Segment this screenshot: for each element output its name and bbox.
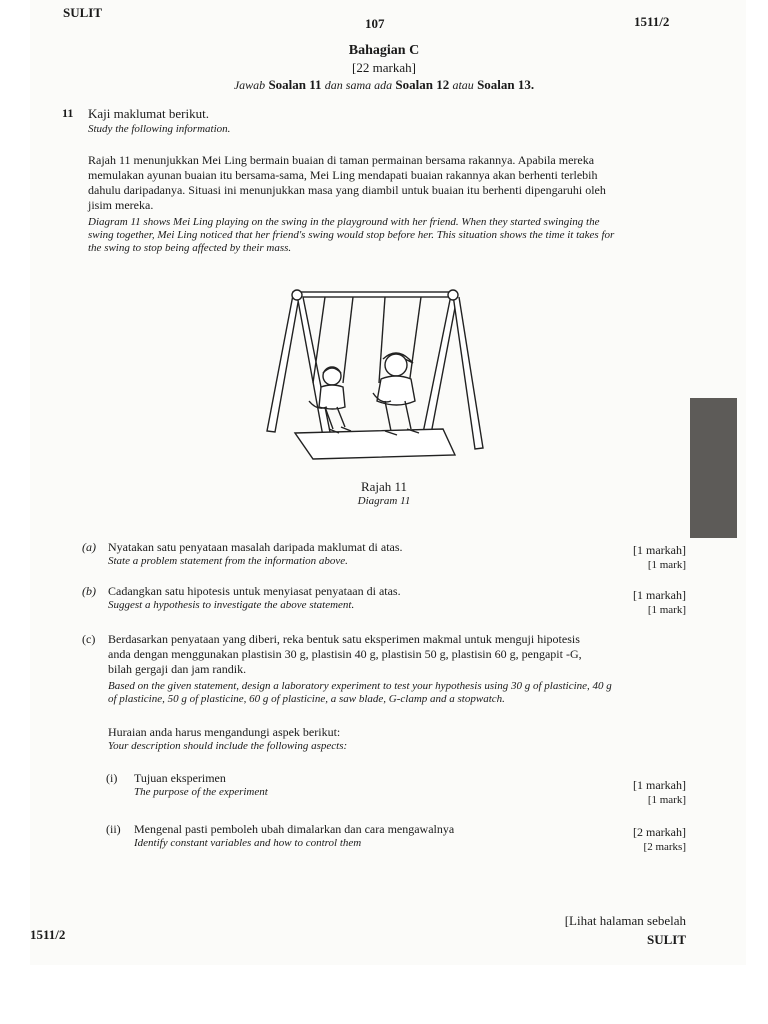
part-c-ms: Berdasarkan penyataan yang diberi, reka bentuk satu eksperimen makmal untuk menguji hipotesis anda dengan menggunakan plastisin 30 g, plastisin 40 g, plastisin 50 g, plastisin 60 g, pengapit -G, bilah gergaji dan jam randik. [108,632,582,676]
swing-left-leg-front [267,295,299,432]
item-i-marks-en: [1 mark] [647,794,686,806]
right-swing-rope-2 [409,297,421,385]
mei-ling-body [377,376,415,405]
aspects-en: Your description should include the following aspects: [108,740,348,752]
mei-ling-head [385,354,407,376]
header-sulit: SULIT [63,5,103,20]
diagram-caption-en: Diagram 11 [357,495,411,507]
part-b-label: (b) [82,584,96,598]
swing-ground-platform [295,429,455,459]
part-b-marks-en: [1 mark] [647,604,686,616]
question-number: 11 [62,106,74,120]
question-paragraph-en: Diagram 11 shows Mei Ling playing on the swing in the playground with her friend. When they started swinging the swing together, Mei Ling noticed that her friend's swing would stop before her. This situation shows the time it takes for the swing to stop being affected by their mass. [88,216,615,254]
aspects-ms: Huraian anda harus mengandungi aspek berikut: [108,725,341,739]
part-a-marks-en: [1 mark] [647,559,686,571]
item-ii-marks-ms: [2 markah] [633,825,686,839]
swing-diagram [255,283,495,468]
part-c-en: Based on the given statement, design a laboratory experiment to test your hypothesis using 30 g of plasticine, 40 g of plasticine, 50 g of plasticine, 60 g of plasticine, a saw blade, G-clamp and a stopwatch. [108,680,612,705]
question-intro-ms: Kaji maklumat berikut. [88,106,209,121]
friend-body [319,385,345,409]
item-i-en: The purpose of the experiment [134,786,268,798]
swing-right-leg-back [453,295,483,449]
question-intro-en: Study the following information. [88,123,231,135]
question-paragraph-ms: Rajah 11 menunjukkan Mei Ling bermain buaian di taman permainan bersama rakannya. Apabila mereka memulakan ayunan buaian itu bersama-sama, Mei Ling mendapati buaian rakannya akan berhenti terlebih dahulu daripadanya. Situasi ini menunjukkan masa yang diambil untuk buaian itu berhenti dipengaruhi oleh jisim mereka. [88,153,606,212]
right-swing-rope-1 [379,297,385,383]
footer-next-page: [Lihat halaman sebelah [564,913,686,928]
page-number: 107 [365,16,385,31]
part-a-en: State a problem statement from the information above. [108,555,348,567]
part-a-label: (a) [82,540,96,554]
diagram-caption-ms: Rajah 11 [360,479,408,494]
left-swing-rope-1 [313,297,325,383]
footer-sulit: SULIT [646,932,686,947]
part-c-label: (c) [82,632,96,646]
item-ii-marks-en: [2 marks] [643,841,686,853]
swing-right-leg-front [423,295,457,434]
item-i-ms: Tujuan eksperimen [134,771,226,785]
left-swing-rope-2 [343,297,353,383]
section-instruction: Jawab Soalan 11 dan sama ada Soalan 12 atau Soalan 13. [233,77,535,92]
page-edge-tab [690,398,737,538]
section-marks: [22 markah] [352,60,416,75]
part-b-marks-ms: [1 markah] [633,588,686,602]
item-ii-ms: Mengenal pasti pemboleh ubah dimalarkan dan cara mengawalnya [134,822,455,836]
item-ii-label: (ii) [106,822,121,836]
item-ii-en: Identify constant variables and how to control them [134,837,362,849]
swing-top-bar [293,292,453,297]
part-b-ms: Cadangkan satu hipotesis untuk menyiasat penyataan di atas. [108,584,401,598]
part-b-en: Suggest a hypothesis to investigate the above statement. [108,599,355,611]
footer-code: 1511/2 [30,927,66,942]
section-title: Bahagian C [348,43,420,58]
header-code: 1511/2 [634,14,670,29]
item-i-label: (i) [106,771,118,785]
item-i-marks-ms: [1 markah] [633,778,686,792]
part-a-ms: Nyatakan satu penyataan masalah daripada maklumat di atas. [108,540,403,554]
part-a-marks-ms: [1 markah] [633,543,686,557]
